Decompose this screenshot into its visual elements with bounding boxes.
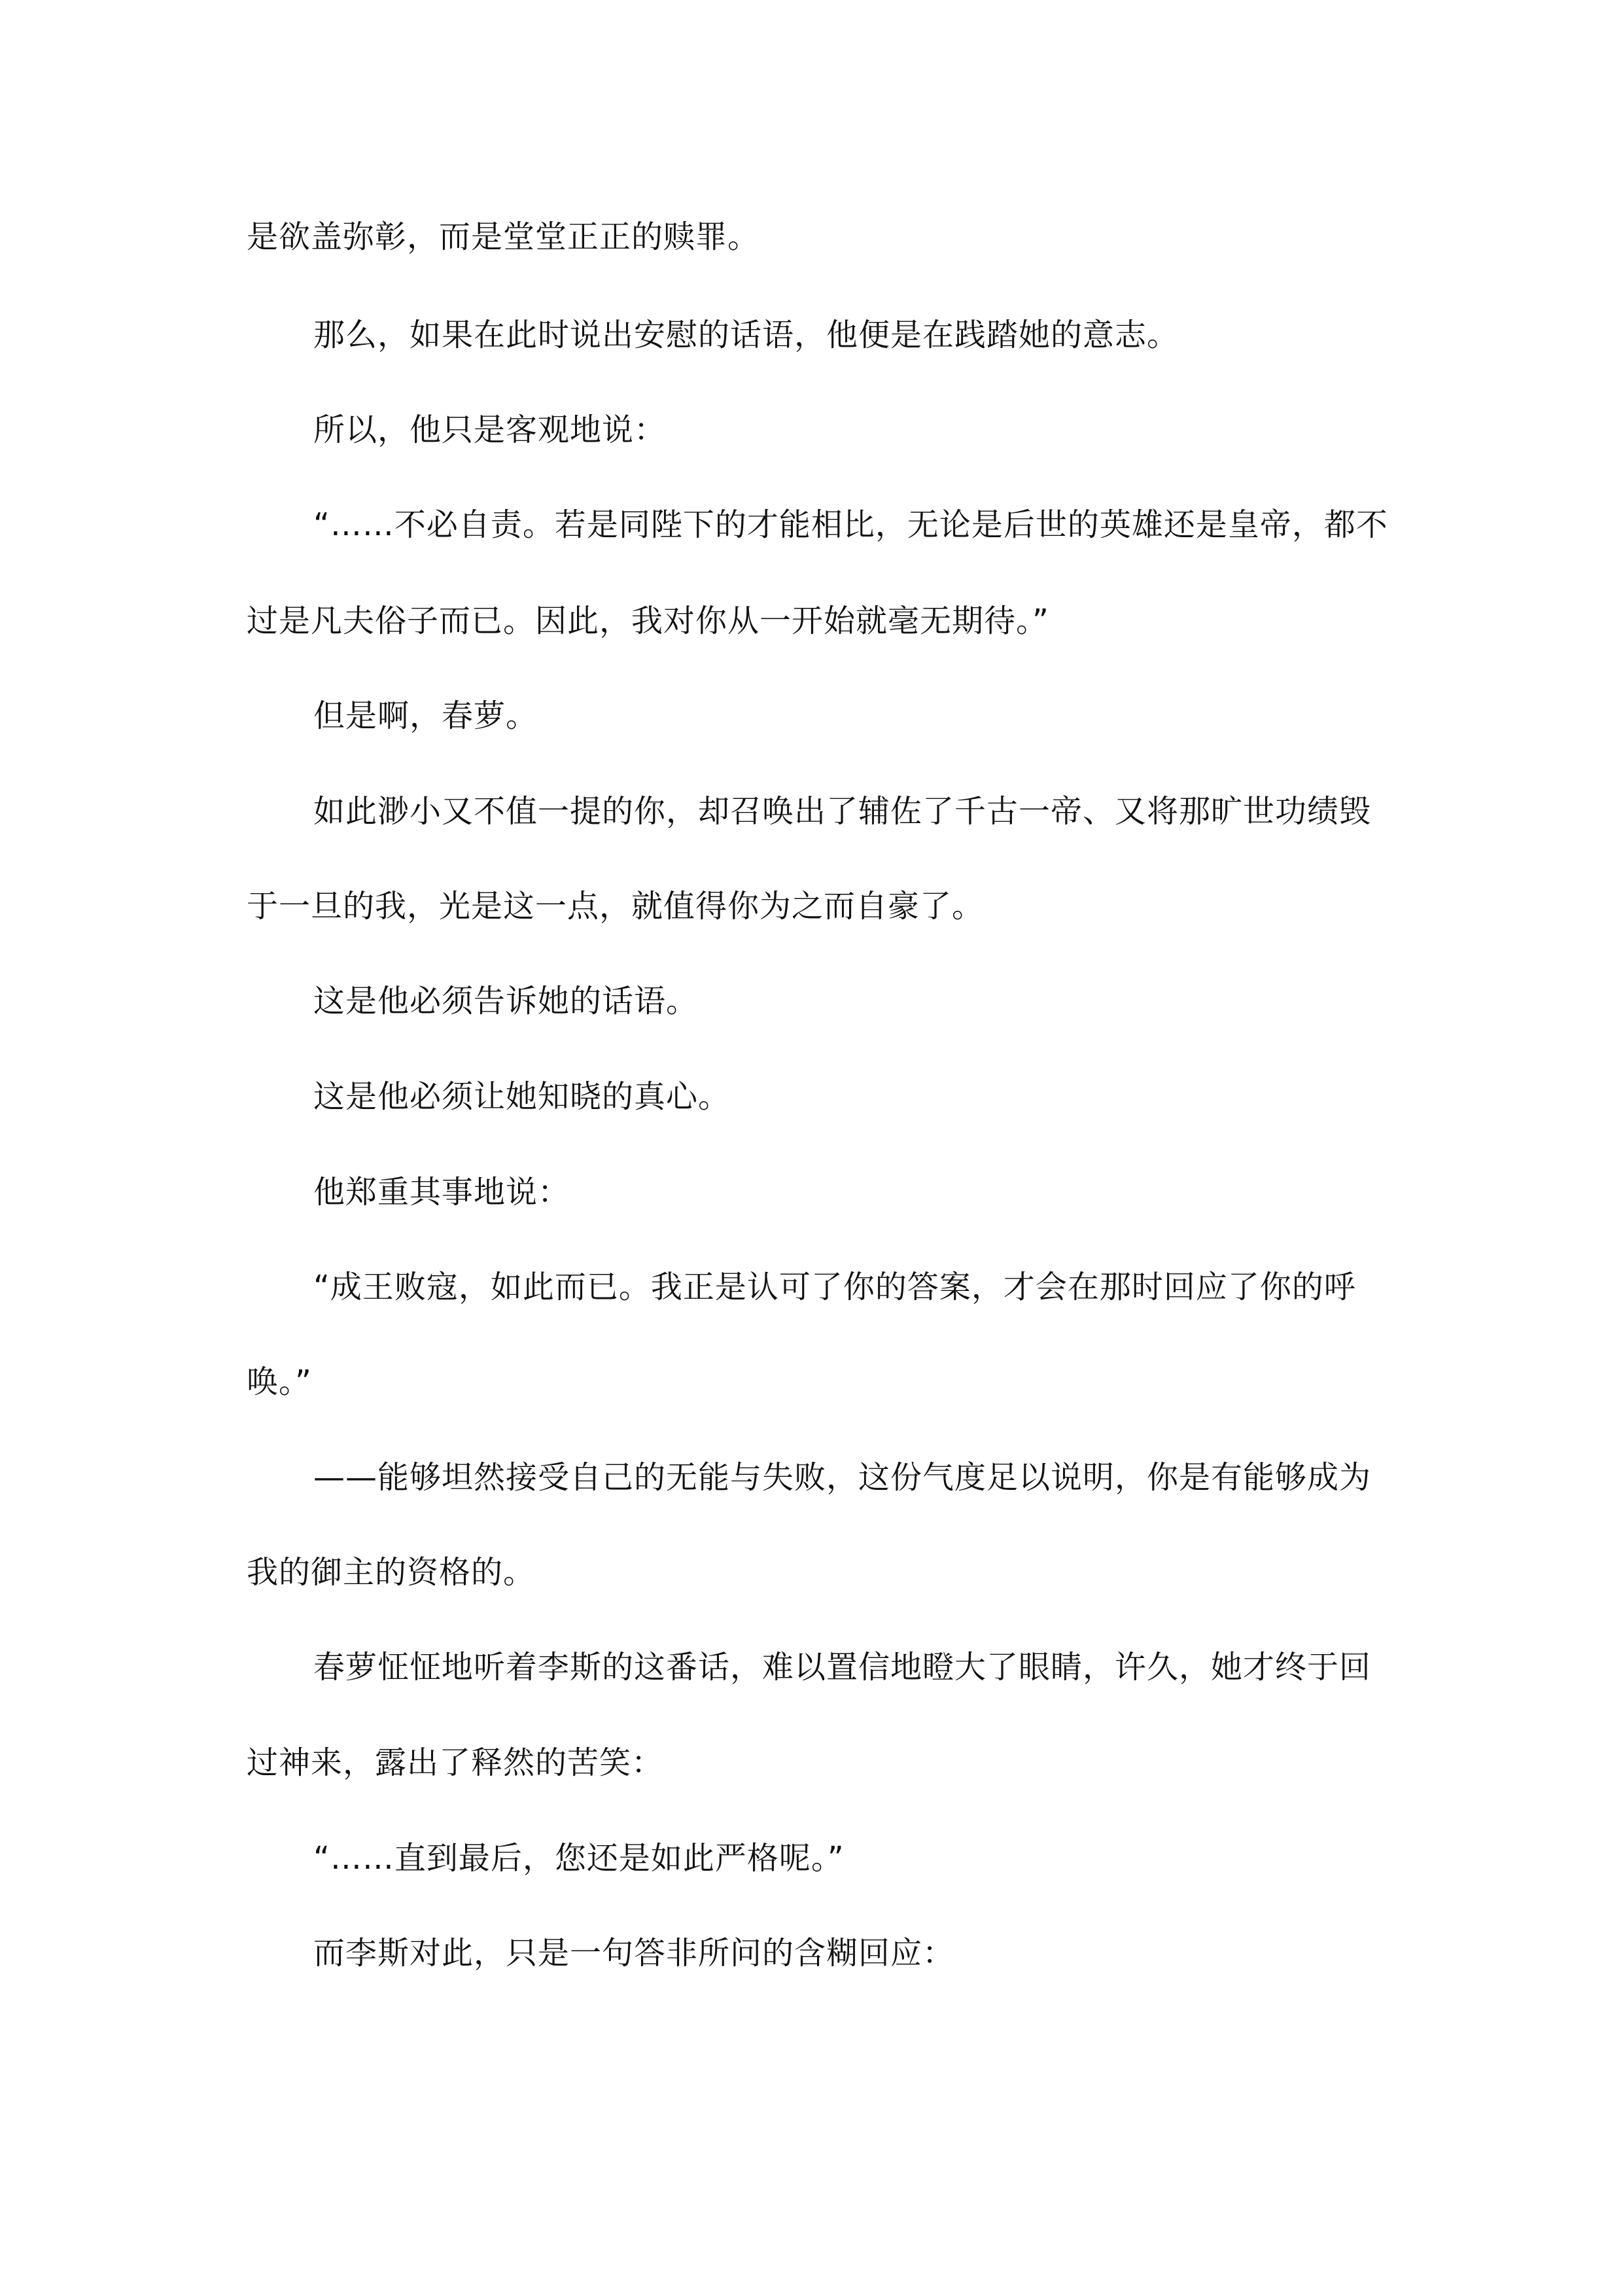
text-line: ——能够坦然接受自己的无能与失败，这份气度足以说明，你是有能够成为 xyxy=(313,1459,1372,1496)
text-line: “……直到最后，您还是如此严格呢。” xyxy=(313,1840,845,1877)
text-line: 这是他必须让她知晓的真心。 xyxy=(313,1078,731,1115)
text-line: 这是他必须告诉她的话语。 xyxy=(313,983,699,1019)
text-line: 唤。” xyxy=(247,1364,312,1400)
text-line: 我的御主的资格的。 xyxy=(247,1554,536,1591)
text-line: 春萝怔怔地听着李斯的这番话，难以置信地瞪大了眼睛，许久，她才终于回 xyxy=(313,1649,1372,1686)
text-line: “成王败寇，如此而已。我正是认可了你的答案，才会在那时回应了你的呼 xyxy=(313,1269,1356,1305)
text-line: 那么，如果在此时说出安慰的话语，他便是在践踏她的意志。 xyxy=(313,317,1179,353)
text-line: 他郑重其事地说： xyxy=(313,1174,570,1210)
text-line: “……不必自责。若是同陛下的才能相比，无论是后世的英雄还是皇帝，都不 xyxy=(313,506,1388,543)
text-line: 于一旦的我，光是这一点，就值得你为之而自豪了。 xyxy=(247,888,985,925)
text-line: 所以，他只是客观地说： xyxy=(313,412,667,448)
text-line: 过神来，露出了释然的苦笑： xyxy=(247,1744,664,1781)
text-line: 是欲盖弥彰，而是堂堂正正的赎罪。 xyxy=(247,219,760,255)
text-line: 而李斯对此，只是一句答非所问的含糊回应： xyxy=(313,1935,955,1971)
text-line: 如此渺小又不值一提的你，却召唤出了辅佐了千古一帝、又将那旷世功绩毁 xyxy=(313,793,1372,830)
text-line: 过是凡夫俗子而已。因此，我对你从一开始就毫无期待。” xyxy=(247,603,1049,639)
text-line: 但是啊，春萝。 xyxy=(313,698,538,734)
